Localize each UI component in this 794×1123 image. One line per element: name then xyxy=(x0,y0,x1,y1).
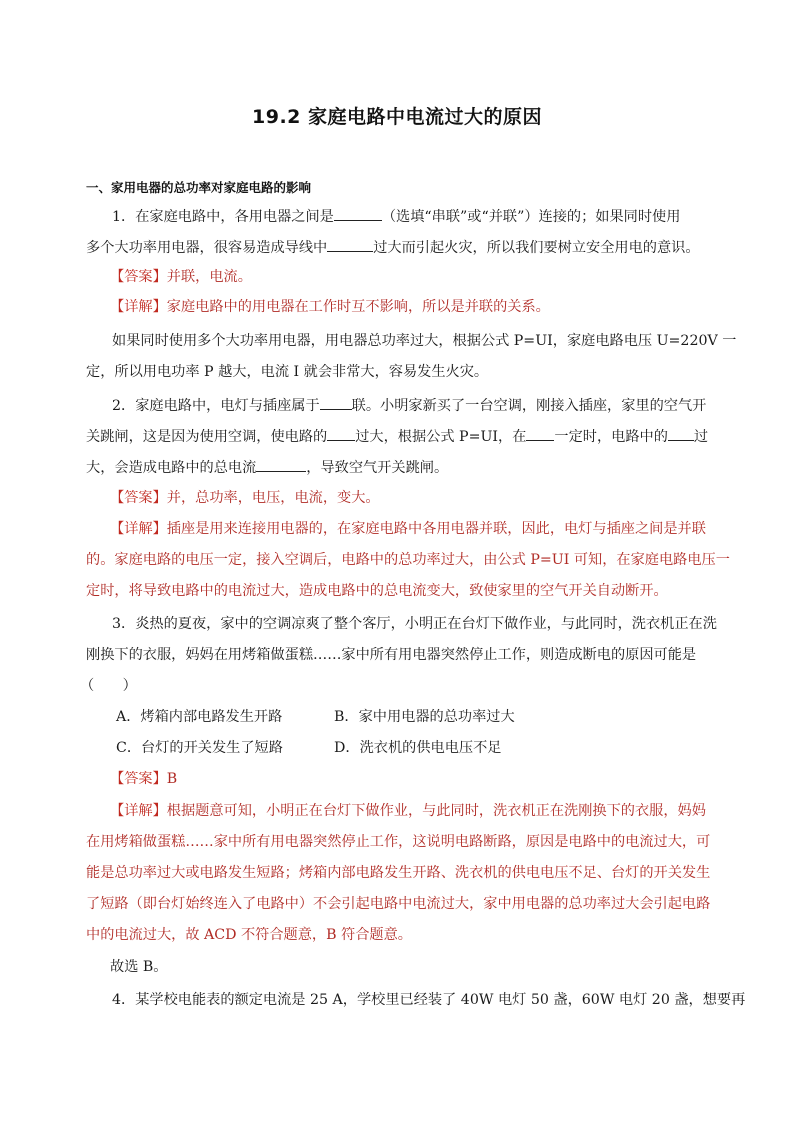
detail-tag: 【详解】 xyxy=(110,803,167,819)
detail-tag: 【详解】 xyxy=(110,521,167,537)
q1-detail-line-2 xyxy=(112,331,736,351)
q3-answer xyxy=(110,769,177,789)
q2-blank-3 xyxy=(526,426,554,441)
q2-text: ，导致空气开关跳闸。 xyxy=(306,460,449,476)
q3-option-a: A．烤箱内部电路发生开路 xyxy=(116,709,283,725)
q1-line-1 xyxy=(112,206,680,227)
detail-text: 的。家庭电路的电压一定，接入空调后，电路中的总功率过大，由公式 P=UI 可知，在家庭电路电压一 xyxy=(86,552,730,568)
detail-text: 家庭电路中的用电器在工作时互不影响，所以是并联的关系。 xyxy=(166,299,550,315)
q2-line-1 xyxy=(112,395,706,416)
q2-text: 过大，根据公式 P=UI，在 xyxy=(355,429,527,445)
q2-detail-line-2 xyxy=(86,550,730,570)
q1-text: 1．在家庭电路中，各用电器之间是 xyxy=(112,209,334,225)
q1-text: （选填“串联”或“并联”）连接的；如果同时使用 xyxy=(381,209,681,225)
answer-tag: 【答案】 xyxy=(110,771,167,787)
detail-text: 根据题意可知，小明正在台灯下做作业，与此同时，洗衣机正在洗刚换下的衣服，妈妈 xyxy=(166,803,706,819)
q2-text: 关跳闸，这是因为使用空调，使电路的 xyxy=(86,429,328,445)
q2-blank-5 xyxy=(256,457,306,472)
q2-blank-1 xyxy=(320,395,352,410)
q2-detail-line-3 xyxy=(86,581,668,601)
q2-text: 联。小明家新买了一台空调，刚接入插座，家里的空气开 xyxy=(351,398,707,414)
section-heading: 一、家用电器的总功率对家庭电路的影响 xyxy=(86,180,312,195)
q3-conclusion: 故选 B。 xyxy=(110,959,168,975)
detail-text: 插座是用来连接用电器的，在家庭电路中各用电器并联，因此，电灯与插座之间是并联 xyxy=(166,521,706,537)
q3-option-d: D．洗衣机的供电电压不足 xyxy=(334,740,502,756)
answer-text: B xyxy=(166,771,178,787)
q1-text: 多个大功率用电器，很容易造成导线中 xyxy=(86,240,328,256)
q1-answer xyxy=(110,267,252,287)
q3-detail-line-2: 在用烤箱做蛋糕……家中所有用电器突然停止工作，这说明电路断路，原因是电路中的电流过大，可 xyxy=(86,834,711,850)
q2-text: 2．家庭电路中，电灯与插座属于 xyxy=(112,398,320,414)
q3-detail-line-5: 中的电流过大，故 ACD 不符合题意，B 符合题意。 xyxy=(86,927,412,943)
q3-line-3: （ ） xyxy=(80,678,137,694)
q2-answer xyxy=(110,488,380,508)
q2-text: 大，会造成电路中的总电流 xyxy=(86,460,257,476)
answer-tag: 【答案】 xyxy=(110,269,167,285)
q3-line-2: 刚换下的衣服，妈妈在用烤箱做蛋糕……家中所有用电器突然停止工作，则造成断电的原因可能是 xyxy=(86,647,697,663)
q3-line-1: 3．炎热的夏夜，家中的空调凉爽了整个客厅，小明正在台灯下做作业，与此同时，洗衣机正在洗 xyxy=(112,616,717,632)
q2-detail xyxy=(110,519,706,539)
detail-text: 如果同时使用多个大功率用电器，用电器总功率过大，根据公式 P=UI，家庭电路电压 U=220V 一 xyxy=(112,333,737,349)
q3-option-c: C．台灯的开关发生了短路 xyxy=(116,740,283,756)
q1-blank-2 xyxy=(327,237,373,252)
q1-line-2 xyxy=(86,237,700,258)
detail-tag: 【详解】 xyxy=(110,299,167,315)
q3-detail-line-4: 了短路（即台灯始终连入了电路中）不会引起电路中电流过大，家中用电器的总功率过大会引起电路 xyxy=(86,896,711,912)
answer-tag: 【答案】 xyxy=(110,490,167,506)
q1-detail-line-3 xyxy=(86,362,488,382)
q1-detail xyxy=(110,297,550,317)
q2-blank-4 xyxy=(668,426,694,441)
q3-detail-line-3: 能是总功率过大或电路发生短路；烤箱内部电路发生开路、洗衣机的供电电压不足、台灯的开关发生 xyxy=(86,865,711,881)
q2-line-3 xyxy=(86,457,448,478)
answer-text: 并，总功率，电压，电流，变大。 xyxy=(166,490,380,506)
detail-text: 定，所以用电功率 P 越大，电流 I 就会非常大，容易发生火灾。 xyxy=(86,364,489,380)
q2-text: 一定时，电路中的 xyxy=(554,429,668,445)
detail-text: 定时，将导致电路中的电流过大，造成电路中的总电流变大，致使家里的空气开关自动断开。 xyxy=(86,583,668,599)
q1-text: 过大而引起火灾，所以我们要树立安全用电的意识。 xyxy=(373,240,700,256)
q4-line-1: 4．某学校电能表的额定电流是 25 A，学校里已经装了 40W 电灯 50 盏，60W 电灯 20 盏，想要再 xyxy=(112,992,746,1008)
q1-blank-1 xyxy=(334,206,382,221)
q2-line-2 xyxy=(86,426,708,447)
q2-blank-2 xyxy=(327,426,355,441)
q2-text: 过 xyxy=(693,429,709,445)
answer-text: 并联，电流。 xyxy=(166,269,252,285)
page-title: 19.2 家庭电路中电流过大的原因 xyxy=(252,106,542,128)
q3-detail xyxy=(110,801,706,821)
q3-option-b: B．家中用电器的总功率过大 xyxy=(334,709,515,725)
